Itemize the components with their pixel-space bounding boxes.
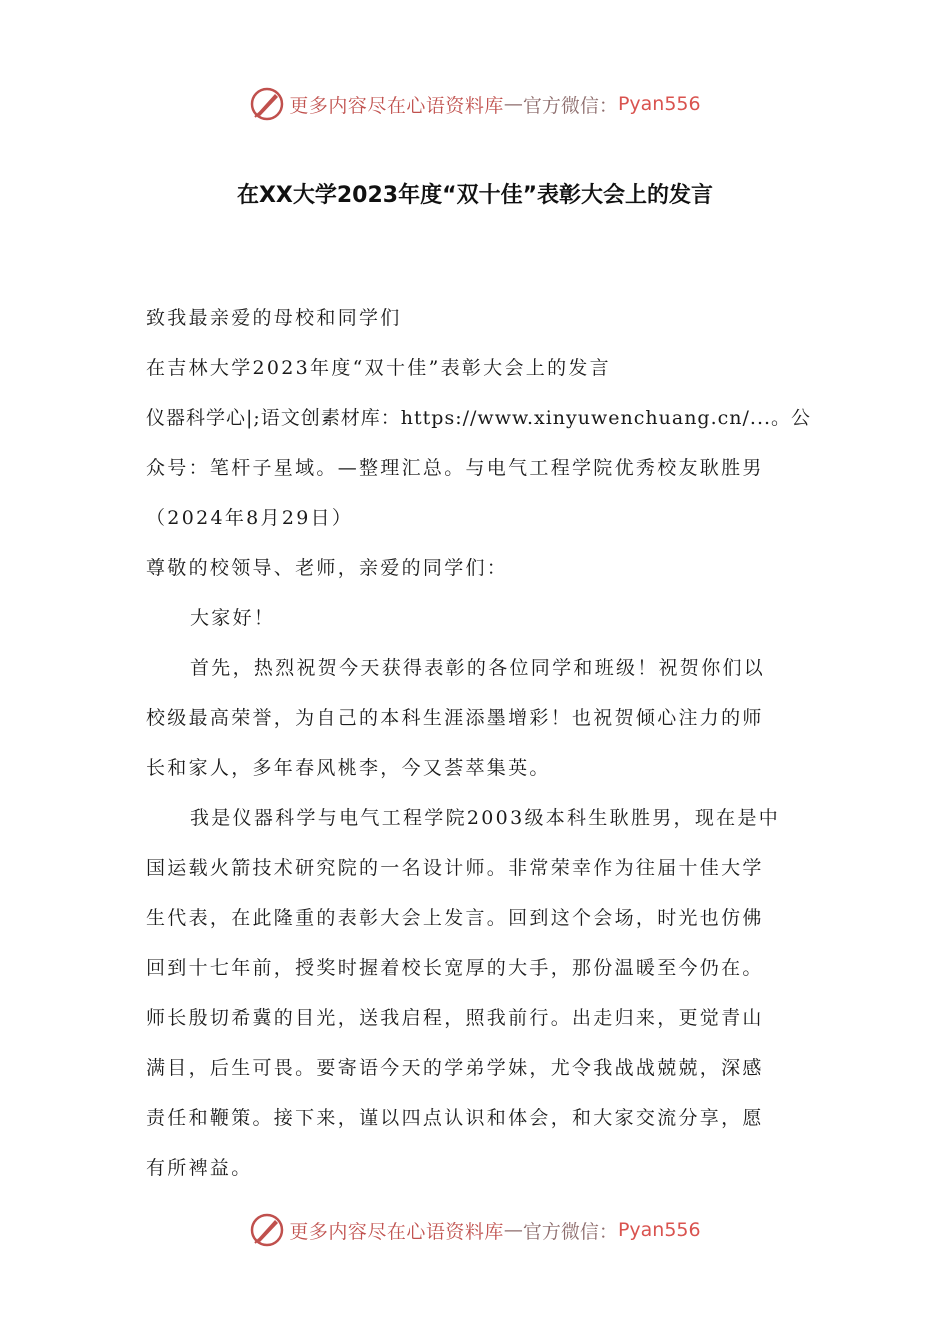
document-body bbox=[146, 300, 812, 1200]
body-line: 尊敬的校领导、老师，亲爱的同学们： bbox=[146, 557, 509, 579]
watermark-banner-top bbox=[0, 82, 950, 126]
body-line: （2024年8月29日） bbox=[146, 507, 354, 529]
body-line: 首先，热烈祝贺今天获得表彰的各位同学和班级！祝贺你们以 bbox=[190, 657, 766, 679]
body-line: 师长殷切希冀的目光，送我启程，照我前行。出走归来，更觉青山 bbox=[146, 1007, 764, 1029]
body-line: 国运载火箭技术研究院的一名设计师。非常荣幸作为往届十佳大学 bbox=[146, 857, 764, 879]
document-title: 在XX大学2023年度“双十佳”表彰大会上的发言 bbox=[236, 183, 714, 208]
watermark-wechat-label: 官方微信： bbox=[522, 1220, 618, 1243]
watermark-text: 更多内容尽在心语资料库 bbox=[289, 94, 504, 117]
body-line: 有所裨益。 bbox=[146, 1157, 253, 1179]
watermark-dash: — bbox=[503, 93, 523, 115]
body-line: 校级最高荣誉，为自己的本科生涯添墨增彩！也祝贺倾心注力的师 bbox=[146, 707, 764, 729]
watermark-wechat-id: Pyan556 bbox=[617, 1219, 701, 1241]
watermark-wechat-label: 官方微信： bbox=[522, 94, 618, 117]
body-line: 生代表，在此隆重的表彰大会上发言。回到这个会场，时光也仿佛 bbox=[146, 907, 764, 929]
watermark-wechat-id: Pyan556 bbox=[617, 93, 701, 115]
quill-logo-icon bbox=[249, 86, 285, 122]
body-line: 责任和鞭策。接下来，谨以四点认识和体会，和大家交流分享，愿 bbox=[146, 1107, 764, 1129]
body-line: 众号：笔杆子星域。—整理汇总。与电气工程学院优秀校友耿胜男 bbox=[146, 457, 764, 479]
quill-logo-icon bbox=[249, 1212, 285, 1248]
body-line: 回到十七年前，授奖时握着校长宽厚的大手，那份温暖至今仍在。 bbox=[146, 957, 764, 979]
watermark-text: 更多内容尽在心语资料库 bbox=[289, 1220, 504, 1243]
body-line: 仪器科学心|;语文创素材库：https://www.xinyuwenchuang.cn/...。公 bbox=[146, 407, 812, 429]
body-line: 大家好！ bbox=[190, 607, 276, 629]
body-line: 满目，后生可畏。要寄语今天的学弟学妹，尤令我战战兢兢，深感 bbox=[146, 1057, 764, 1079]
body-line: 长和家人，多年春风桃李，今又荟萃集英。 bbox=[146, 757, 551, 779]
watermark-dash: — bbox=[503, 1219, 523, 1241]
body-line: 致我最亲爱的母校和同学们 bbox=[146, 307, 402, 329]
body-line: 在吉林大学2023年度“双十佳”表彰大会上的发言 bbox=[146, 357, 611, 379]
watermark-banner-bottom bbox=[0, 1208, 950, 1252]
body-line: 我是仪器科学与电气工程学院2003级本科生耿胜男，现在是中 bbox=[190, 807, 781, 829]
